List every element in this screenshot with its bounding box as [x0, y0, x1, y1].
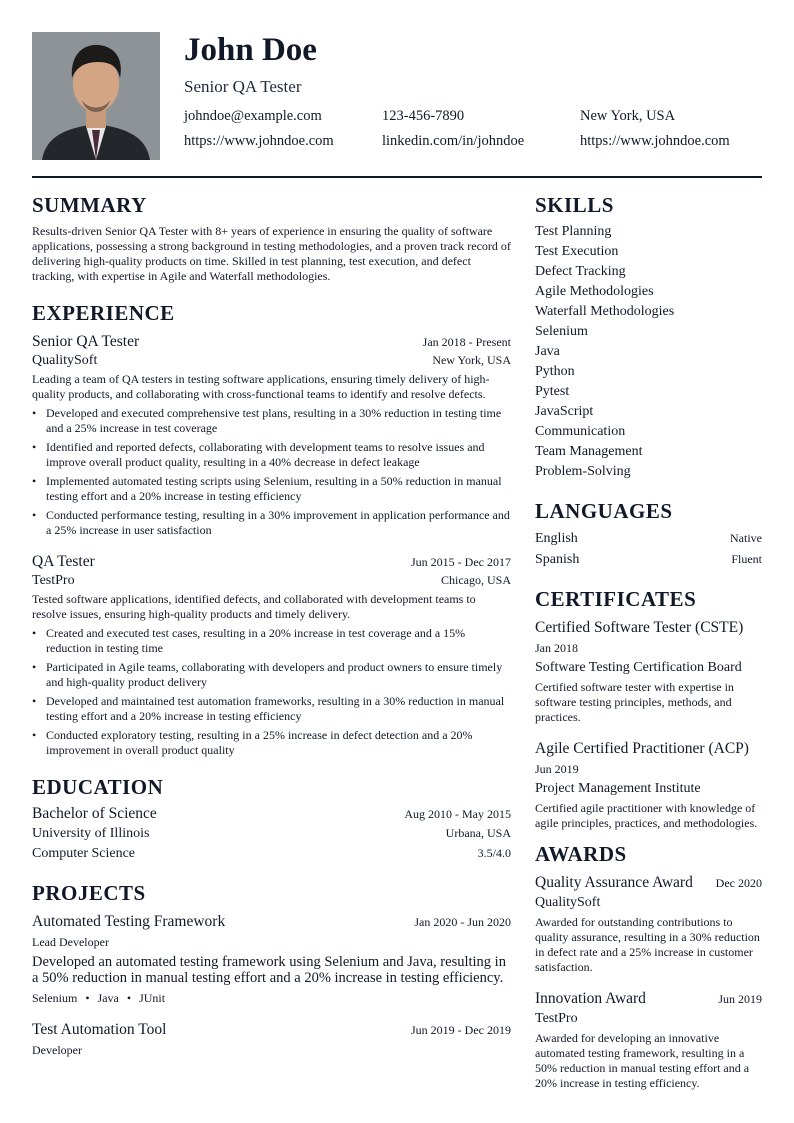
contact-phone: 123-456-7890 — [382, 108, 465, 124]
project-entry — [32, 1020, 511, 1058]
achievement-item: • Implemented automated testing scripts using Selenium, resulting in a 50% reduction in manual testing effort and a 20% increase in testing efficiency — [32, 474, 511, 504]
job-company: QualitySoft — [32, 353, 98, 368]
certificate-date: Jan 2018 — [535, 641, 578, 655]
section-heading: SKILLS — [535, 193, 614, 217]
job-description: Leading a team of QA testers in testing software applications, ensuring timely delivery of high-quality products, and collaborating with cross-functional teams to identify and resolve defects. — [32, 372, 490, 401]
award-organization: QualitySoft — [535, 895, 601, 910]
summary-section — [32, 192, 511, 284]
section-heading: EDUCATION — [32, 775, 164, 799]
certificate-entry — [535, 618, 762, 725]
skill-item: Waterfall Methodologies — [535, 304, 675, 319]
awards-section — [535, 841, 762, 1091]
language-level: Native — [730, 531, 762, 545]
contact-website[interactable]: https://www.johndoe.com — [184, 133, 334, 149]
skill-item: Pytest — [535, 384, 570, 399]
skill-item: JavaScript — [535, 404, 594, 419]
right-column — [535, 192, 762, 1091]
certificate-description: Certified agile practitioner with knowledge of agile principles, practices, and methodologies. — [535, 801, 758, 830]
job-dates: Jan 2018 - Present — [422, 335, 511, 349]
skill-item: Test Execution — [535, 244, 619, 259]
contact-grid — [184, 108, 770, 150]
job-title: QA Tester — [32, 553, 95, 570]
project-name: Automated Testing Framework — [32, 913, 226, 930]
job-description: Tested software applications, identified defects, and collaborated with development teams to resolve issues, ensuring high-quality products and timely delivery. — [32, 592, 476, 621]
project-name: Test Automation Tool — [32, 1021, 167, 1038]
certificate-entry — [535, 739, 762, 831]
achievement-item: • Identified and reported defects, collaborating with development teams to resolve issues and improve overall product quality, resulting in a 40% decrease in defect leakage — [32, 440, 511, 470]
skill-item: Communication — [535, 424, 626, 439]
job-company: TestPro — [32, 573, 75, 588]
language-row — [535, 528, 762, 549]
projects-section — [32, 880, 511, 1058]
skill-item: Problem-Solving — [535, 464, 631, 479]
contact-linkedin[interactable]: linkedin.com/in/johndoe — [382, 133, 525, 149]
tech-item: Selenium — [32, 991, 78, 1005]
award-title: Innovation Award — [535, 990, 646, 1007]
school-location: Urbana, USA — [445, 826, 511, 840]
skill-item: Java — [535, 344, 560, 359]
job-location: New York, USA — [432, 353, 511, 367]
certificate-name: Agile Certified Practitioner (ACP) — [535, 740, 749, 757]
candidate-name: John Doe — [184, 32, 317, 68]
achievement-item: • Conducted exploratory testing, resulting in a 25% increase in defect detection and a 20% improvement in overall product quality — [32, 728, 511, 758]
skill-item: Test Planning — [535, 224, 612, 239]
candidate-title: Senior QA Tester — [184, 77, 302, 96]
school-name: University of Illinois — [32, 826, 150, 841]
header-divider — [32, 176, 762, 178]
achievement-item: • Developed and maintained test automation frameworks, resulting in a 30% reduction in manual testing effort and a 20% increase in testing efficiency — [32, 694, 511, 724]
section-heading: SUMMARY — [32, 193, 147, 217]
achievement-item: • Participated in Agile teams, collaborating with developers and product owners to ensure timely and high-quality product delivery — [32, 660, 511, 690]
job-entry — [32, 332, 511, 538]
award-description: Awarded for developing an innovative automated testing framework, resulting in a 50% reduction in manual testing effort and a 20% increase in testing efficiency. — [535, 1031, 750, 1090]
section-heading: LANGUAGES — [535, 499, 673, 523]
project-role: Lead Developer — [32, 935, 109, 949]
award-description: Awarded for outstanding contributions to quality assurance, resulting in a 30% reduction in defect rate and a 25% increase in customer satisfaction. — [535, 915, 760, 974]
skills-section — [535, 192, 762, 482]
tech-item: Java — [97, 991, 119, 1005]
education-dates: Aug 2010 - May 2015 — [404, 807, 511, 821]
section-heading: CERTIFICATES — [535, 587, 697, 611]
award-date: Dec 2020 — [715, 876, 762, 890]
section-heading: EXPERIENCE — [32, 301, 175, 325]
project-tech: Selenium • Java • JUnit — [32, 991, 166, 1005]
skill-item: Python — [535, 364, 575, 379]
language-level: Fluent — [731, 552, 762, 566]
section-heading: AWARDS — [535, 842, 627, 866]
project-dates: Jan 2020 - Jun 2020 — [414, 915, 511, 929]
contact-email[interactable]: johndoe@example.com — [184, 108, 322, 124]
language-name: Spanish — [535, 552, 580, 567]
contact-location: New York, USA — [580, 108, 676, 124]
tech-item: JUnit — [139, 991, 166, 1005]
summary-text: Results-driven Senior QA Tester with 8+ years of experience in ensuring the quality of software applications, possessing a strong background in testing methodologies, and a proven track record of delivering high-quality products on time. Skilled in test planning, test execution, and defect tracking, with expertise in Agile and Waterfall methodologies. — [32, 224, 511, 283]
education-section — [32, 774, 511, 864]
gpa: 3.5/4.0 — [477, 846, 511, 860]
job-achievements — [32, 626, 511, 758]
degree-name: Bachelor of Science — [32, 805, 157, 822]
section-heading: PROJECTS — [32, 881, 146, 905]
skills-list — [535, 222, 762, 482]
award-date: Jun 2019 — [718, 992, 762, 1006]
job-location: Chicago, USA — [441, 573, 511, 587]
certificate-name: Certified Software Tester (CSTE) — [535, 619, 744, 636]
job-entry — [32, 552, 511, 758]
language-row — [535, 549, 762, 570]
profile-photo — [32, 32, 160, 160]
resume-header — [32, 32, 762, 160]
award-entry — [535, 989, 762, 1091]
award-title: Quality Assurance Award — [535, 874, 693, 891]
achievement-item: • Developed and executed comprehensive test plans, resulting in a 30% reduction in testing time and a 25% increase in test coverage — [32, 406, 511, 436]
header-info — [184, 32, 770, 150]
certificate-description: Certified software tester with expertise in software testing principles, methods, and practices. — [535, 680, 734, 724]
job-achievements — [32, 406, 511, 538]
job-title: Senior QA Tester — [32, 333, 140, 350]
award-organization: TestPro — [535, 1011, 578, 1026]
left-column — [32, 192, 511, 1091]
project-description: Developed an automated testing framework using Selenium and Java, resulting in a 50% reduction in manual testing effort and a 20% increase in testing efficiency. — [32, 954, 506, 986]
certificate-date: Jun 2019 — [535, 762, 579, 776]
achievement-item: • Created and executed test cases, resulting in a 20% increase in test coverage and a 15% reduction in testing time — [32, 626, 511, 656]
project-entry — [32, 912, 511, 1006]
achievement-item: • Conducted performance testing, resulting in a 30% improvement in application performance and a 25% increase in user satisfaction — [32, 508, 511, 538]
skill-item: Selenium — [535, 324, 588, 339]
field-of-study: Computer Science — [32, 846, 136, 861]
experience-section — [32, 300, 511, 758]
project-role: Developer — [32, 1043, 82, 1057]
certificate-issuer: Software Testing Certification Board — [535, 660, 742, 675]
award-entry — [535, 873, 762, 975]
languages-section — [535, 498, 762, 570]
skill-item: Agile Methodologies — [535, 284, 654, 299]
content-columns — [32, 192, 762, 1091]
certificates-section — [535, 586, 762, 831]
contact-website-2[interactable]: https://www.johndoe.com — [580, 133, 730, 149]
job-dates: Jun 2015 - Dec 2017 — [411, 555, 511, 569]
certificate-issuer: Project Management Institute — [535, 781, 701, 796]
skill-item: Defect Tracking — [535, 264, 626, 279]
language-name: English — [535, 531, 578, 546]
project-dates: Jun 2019 - Dec 2019 — [411, 1023, 511, 1037]
skill-item: Team Management — [535, 444, 643, 459]
